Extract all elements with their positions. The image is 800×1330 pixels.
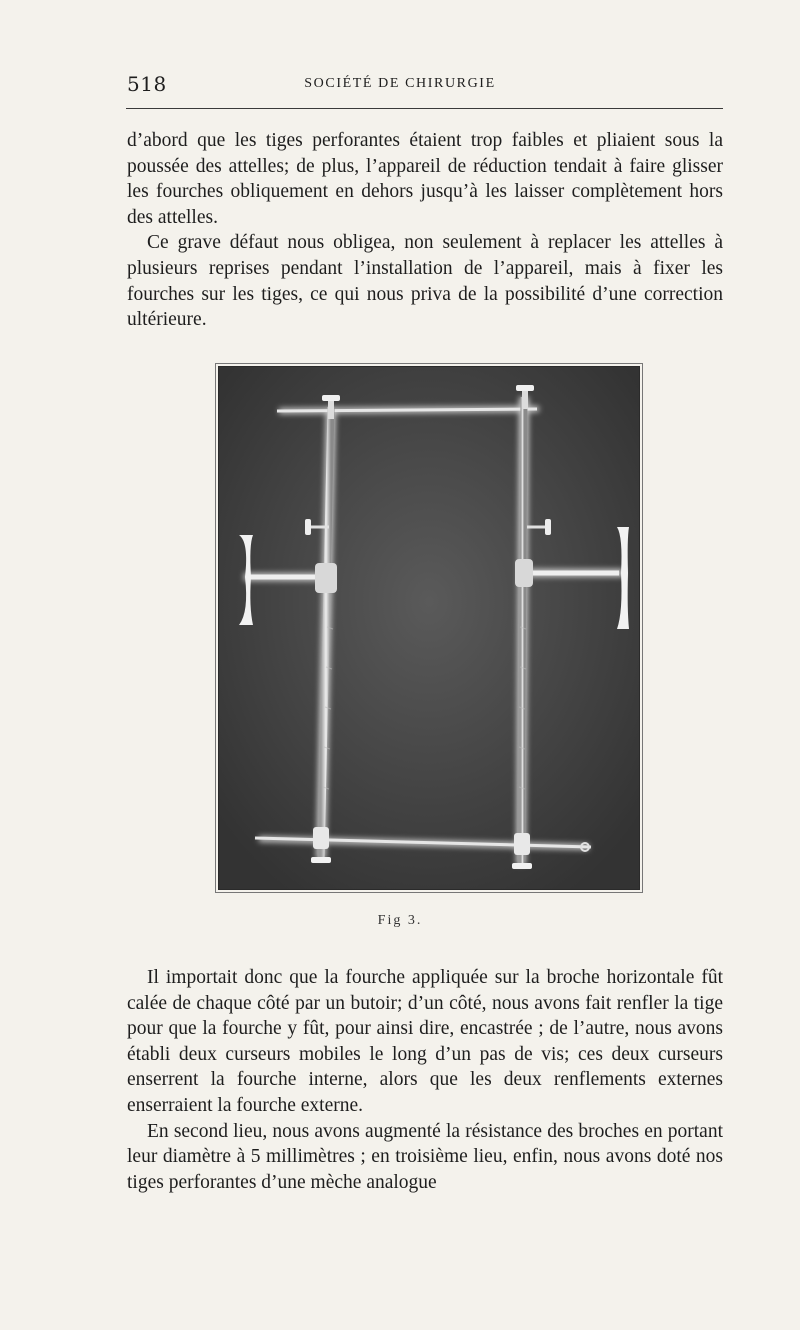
paragraph: Il importait donc que la fourche appliquée sur la broche horizontale fût calée de chaque côté par un butoir; d’un côté, nous avons fait renfler la tige pour que la fourche y fût, pour ainsi dire, encastrée ; de l’autre, nous avons établi deux curseurs mobiles le long d’un pas de vis; ces deux curseurs enserrent la fourche interne, alors que les deux renflements externes enserraient la fourche externe. [127, 967, 723, 1116]
paragraph: d’abord que les tiges perforantes étaient trop faibles et pliaient sous la poussée des attelles; de plus, l’appareil de réduction tendait à faire glisser les fourches obliquement en dehors jusqu’à les laisser complètement hors des attelles. [127, 130, 723, 228]
page-number: 518 [127, 72, 167, 96]
text-block-bottom [127, 965, 723, 1195]
figure-photograph [218, 366, 640, 890]
figure-caption: Fig 3. [377, 913, 423, 928]
header-rule [126, 108, 723, 109]
reduction-apparatus-illustration [219, 367, 639, 889]
running-title: SOCIÉTÉ DE CHIRURGIE [304, 76, 496, 91]
paragraph: En second lieu, nous avons augmenté la résistance des broches en portant leur diamètre à 5 millimètres ; en troisième lieu, enfin, nous avons doté nos tiges perforantes d’une mèche analogue [127, 1120, 723, 1193]
paragraph: Ce grave défaut nous obligea, non seulement à replacer les attelles à plusieurs reprises pendant l’installation de l’appareil, mais à fixer les fourches sur les tiges, ce qui nous priva de la possibilité d’une correction ultérieure. [127, 232, 723, 331]
text-block-top [127, 128, 723, 333]
